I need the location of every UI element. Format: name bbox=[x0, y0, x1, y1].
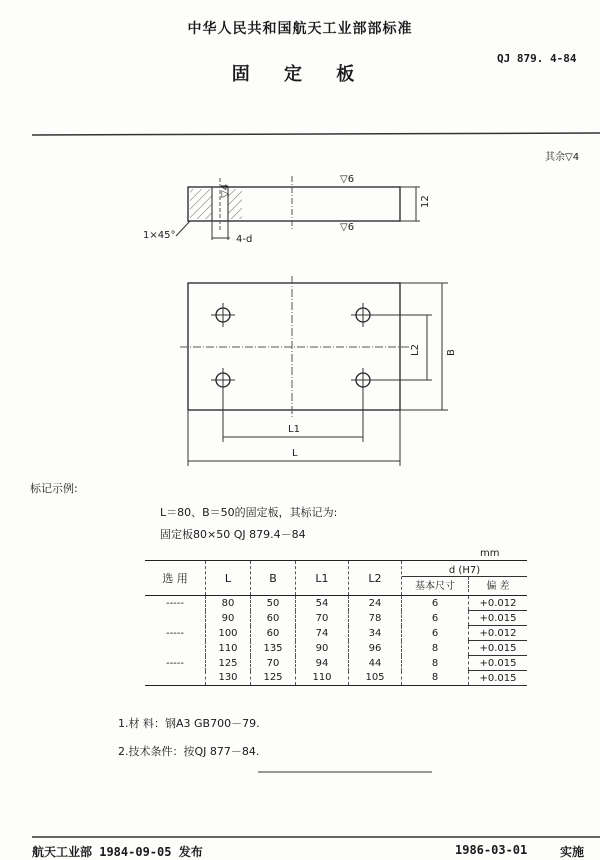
dim-B-label: B bbox=[446, 349, 457, 356]
chamfer-label: 1×45° bbox=[143, 230, 176, 241]
select-cell: ----- bbox=[165, 597, 185, 609]
header-L2: L2 bbox=[349, 561, 402, 596]
header-L: L bbox=[206, 561, 251, 596]
cell-L: 130 bbox=[206, 671, 251, 686]
roughness-note: 其余▽4 bbox=[545, 152, 580, 163]
cell-B: 60 bbox=[251, 611, 296, 626]
cell-B: 125 bbox=[251, 671, 296, 686]
example-line-2: 固定板80×50 QJ 879.4－84 bbox=[160, 528, 306, 541]
cell-L2: 96 bbox=[349, 641, 402, 656]
cell-L: 90 bbox=[206, 611, 251, 626]
cell-L2: 78 bbox=[349, 611, 402, 626]
cell-tol: +0.012 bbox=[469, 596, 528, 611]
cell-L: 110 bbox=[206, 641, 251, 656]
note-material: 1.材 料：钢A3 GB700－79. bbox=[118, 717, 260, 730]
issue-date: 航天工业部 1984-09-05 发布 bbox=[32, 845, 203, 859]
cell-L1: 94 bbox=[296, 656, 349, 671]
cell-L1: 110 bbox=[296, 671, 349, 686]
cell-tol: +0.015 bbox=[469, 641, 528, 656]
finish-bottom-label: ▽6 bbox=[340, 222, 355, 233]
example-line-1: L＝80、B＝50的固定板，其标记为: bbox=[160, 506, 338, 519]
dim-L-label: L bbox=[292, 448, 298, 459]
holes-label: 4-d bbox=[236, 234, 253, 245]
cell-d: 6 bbox=[402, 596, 469, 611]
header-basic: 基本尺寸 bbox=[415, 580, 455, 592]
issuing-organization: 中华人民共和国航天工业部部标准 bbox=[187, 21, 413, 37]
cell-d: 8 bbox=[402, 641, 469, 656]
header-select: 选 用 bbox=[162, 572, 188, 585]
select-cell: ----- bbox=[165, 657, 185, 669]
cell-L1: 70 bbox=[296, 611, 349, 626]
implementation-label: 实施 bbox=[560, 845, 585, 859]
cell-tol: +0.015 bbox=[469, 671, 528, 686]
cell-d: 8 bbox=[402, 656, 469, 671]
cell-L: 125 bbox=[206, 656, 251, 671]
finish-top-label: ▽6 bbox=[340, 174, 355, 185]
cell-B: 135 bbox=[251, 641, 296, 656]
header-L1: L1 bbox=[296, 561, 349, 596]
header-B: B bbox=[251, 561, 296, 596]
cell-d: 6 bbox=[402, 626, 469, 641]
cell-L2: 44 bbox=[349, 656, 402, 671]
cell-L: 80 bbox=[206, 596, 251, 611]
document-title: 固 定 板 bbox=[231, 64, 369, 85]
cell-L2: 34 bbox=[349, 626, 402, 641]
unit-label: mm bbox=[480, 548, 500, 559]
finish-hole-label: ▽4 bbox=[220, 183, 231, 198]
cell-tol: +0.015 bbox=[469, 656, 528, 671]
cell-d: 8 bbox=[402, 671, 469, 686]
cell-tol: +0.012 bbox=[469, 626, 528, 641]
standard-number: QJ 879. 4-84 bbox=[497, 52, 577, 65]
dim-L2-label: L2 bbox=[410, 344, 421, 356]
cell-L: 100 bbox=[206, 626, 251, 641]
cell-L2: 24 bbox=[349, 596, 402, 611]
cell-L1: 90 bbox=[296, 641, 349, 656]
header-d-title: d (H7) bbox=[402, 565, 527, 577]
cell-tol: +0.015 bbox=[469, 611, 528, 626]
cell-L1: 74 bbox=[296, 626, 349, 641]
select-cell: ----- bbox=[165, 627, 185, 639]
cell-B: 70 bbox=[251, 656, 296, 671]
cell-B: 50 bbox=[251, 596, 296, 611]
example-heading: 标记示例: bbox=[30, 482, 78, 495]
cell-B: 60 bbox=[251, 626, 296, 641]
dim-L1-label: L1 bbox=[288, 424, 300, 435]
thickness-label: 12 bbox=[420, 195, 431, 208]
cell-L2: 105 bbox=[349, 671, 402, 686]
note-technical: 2.技术条件：按QJ 877－84. bbox=[118, 745, 260, 758]
implementation-date: 1986-03-01 bbox=[455, 843, 528, 857]
cell-d: 6 bbox=[402, 611, 469, 626]
header-tol: 偏 差 bbox=[468, 577, 527, 592]
cell-L1: 54 bbox=[296, 596, 349, 611]
